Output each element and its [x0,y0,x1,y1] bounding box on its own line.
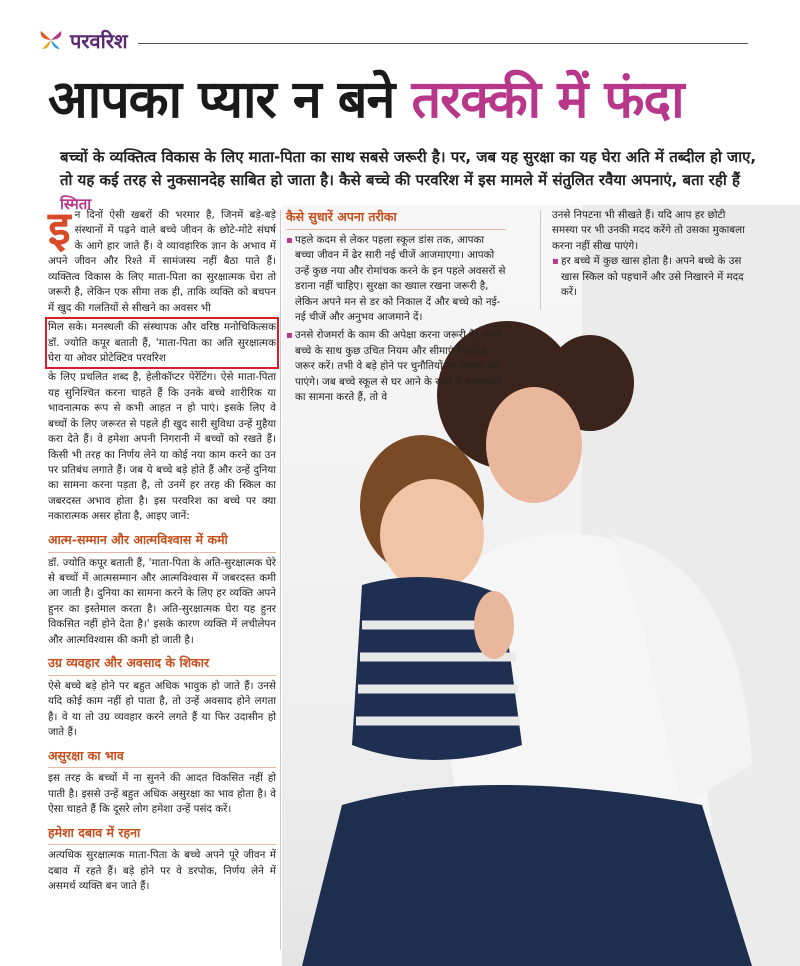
section-heading: असुरक्षा का भाव [48,747,276,769]
column-divider [280,210,281,950]
tips-column-continued [552,208,752,304]
section-heading: हमेशा दबाव में रहना [48,824,276,846]
dropcap: इ [48,201,71,255]
section-text: ऐसे बच्चे बड़े होने पर बहुत अधिक भावुक हो जाते हैं। उनसे यदि कोई काम नहीं हो पाता है, तो उन्हें अवसाद होने लगता है। वे या तो उग्र व्यवहार करने लगते हैं या फिर उदासीन हो जाते हैं। [48,679,276,739]
butterfly-logo-icon [38,27,64,53]
tip-continuation: उनसे निपटना भी सीखते हैं। यदि आप हर छोटी समस्या पर भी उनकी मदद करेंगे तो उसका मुकाबला करना नहीं सीख पाएंगे। [552,209,745,252]
intro-text: न दिनों ऐसी खबरों की भरमार है, जिनमें बड़े-बड़े संस्थानों में पढ़ने वाले बच्चे जीवन के छोटे-मोटे संघर्ष के आगे हार जाते हैं। वे व्यावहारिक ज्ञान के अभाव में अपने जीवन और रिश्ते में सामंजस्य नहीं बैठा पाते हैं। व्यक्तित्व विकास के लिए माता-पिता का सुरक्षात्मक घेरा तो जरूरी है, लेकिन एक सीमा तक ही, ताकि व्यक्ति को बचपन में खुद की गलतियों से सीखने का अवसर भी [48,209,276,314]
masthead-rule [138,43,748,44]
highlighted-quote: मिल सके। मनस्थली की संस्थापक और वरिष्ठ मनोचिकित्सक डॉ. ज्योति कपूर बताती हैं, 'माता-पिता का अति सुरक्षात्मक घेरा या ओवर प्रोटेक्टिव परवरिश [48,320,276,366]
section-heading: आत्म-सम्मान और आत्मविश्वास में कमी [48,531,276,553]
intro-column [48,201,276,899]
section-text: इस तरह के बच्चों में ना सुनने की आदत विकसित नहीं हो पाती है। इससे उन्हें बहुत अधिक असुरक्षा का भाव होता है। वे ऐसा चाहते हैं कि दूसरे लोग हमेशा उन्हें पसंद करें। [48,772,276,816]
brand-name: परवरिश [70,28,128,53]
tip-item: ▪ पहले कदम से लेकर पहला स्कूल डांस तक, आपका बच्चा जीवन में ढेर सारी नई चीजें आजमाएगा। आपको उन्हें कुछ नया और रोमांचक करने के इन पहले अवसरों से डराना नहीं चाहिए। सुरक्षा का ख्याल रखना जरूरी है, लेकिन अपने मन से डर को निकाल दें और बच्चे को नई-नई चीजें और अनुभव आजमाने दें। [286,233,506,326]
headline-part1: आपका प्यार न बने [48,70,412,130]
tip-item: ▪ उनसे रोजमर्रा के काम की अपेक्षा करना जरूरी है। अपने बच्चे के साथ कुछ उचित नियम और सीमाएं निर्धारित जरूर करें। तभी वे बड़े होने पर चुनौतियों का सामना कर पाएंगे। जब बच्चे स्कूल से घर आने के रास्ते में समस्याओं का सामना करते हैं, तो वे [286,328,506,405]
deck-text: बच्चों के व्यक्तित्व विकास के लिए माता-पिता का साथ सबसे जरूरी है। पर, जब यह सुरक्षा का यह घेरा अति में तब्दील हो जाए, तो यह कई तरह से नुकसानदेह साबित हो जाता है। कैसे बच्चे की परवरिश में इस मामले में संतुलित रवैया अपनाएं, बता रही हैं [60,148,757,190]
headline [48,72,768,129]
section-heading: उग्र व्यवहार और अवसाद के शिकार [48,654,276,676]
tip-item: ▪ हर बच्चे में कुछ खास होता है। अपने बच्चे के उस खास स्किल को पहचानें और उसे निखारने में मदद करें। [552,254,752,300]
tips-heading: कैसे सुधारें अपना तरीका [286,208,506,230]
section-text: अत्यधिक सुरक्षात्मक माता-पिता के बच्चे अपने पूरे जीवन में दबाव में रहते हैं। बड़े होने पर वे डरपोक, निर्णय लेने में असमर्थ व्यक्ति बन जाते हैं। [48,849,276,893]
tips-column [286,208,506,409]
masthead [38,24,748,56]
deck-author: स्मिता [60,194,92,213]
column-divider [540,210,541,310]
intro-paragraph-1 [48,201,276,316]
headline-part2: तरक्की में फंदा [411,70,684,130]
section-text: डॉ. ज्योति कपूर बताती हैं, 'माता-पिता के अति-सुरक्षात्मक घेरे से बच्चों में आत्मसम्मान और आत्मविश्वास में जबरदस्त कमी आ जाती है। दुनिया का सामना करने के लिए हर व्यक्ति अपने हुनर का इस्तेमाल करता है। अति-सुरक्षात्मक घेरा यह हुनर विकसित नहीं होने देता है।' इसके कारण व्यक्ति में लचीलेपन और आत्मविश्वास की कमी हो जाती है। [48,556,276,646]
intro-paragraph-2: के लिए प्रचलित शब्द है, हेलीकॉप्टर पेरेंटिंग। ऐसे माता-पिता यह सुनिश्चित करना चाहते हैं कि उनके बच्चे शारीरिक या भावनात्मक रूप से कभी आहत न हो पाएं। इसके लिए वे बच्चों के लिए जरूरत से पहले ही खुद सारी सुविधा उन्हें मुहैया करा देते हैं। वे हमेशा अपनी निगरानी में बच्चों को रखते हैं। किसी भी तरह का निर्णय लेने या कोई नया काम करने का उन पर प्रतिबंध लगाते हैं। जब ये बच्चे बड़े होते हैं और उन्हें दुनिया का सामना करना पड़ता है, तो उनमें हर तरह की स्किल का जबरदस्त अभाव होता है। इस परवरिश का बच्चे पर क्या नकारात्मक असर होता है, आइए जानें: [48,371,276,523]
